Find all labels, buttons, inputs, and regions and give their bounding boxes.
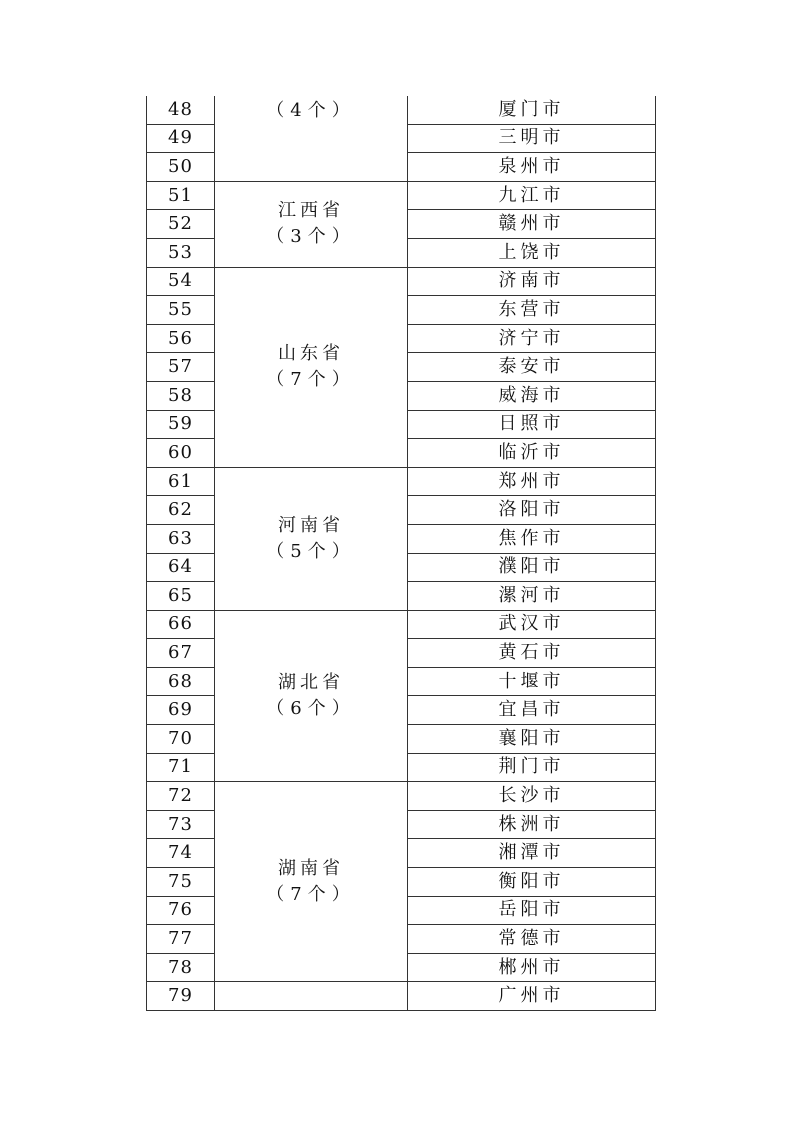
row-number-cell: 57: [147, 353, 215, 382]
row-number-cell: 50: [147, 153, 215, 182]
province-city-count: （4个）: [266, 100, 356, 121]
row-number-cell: 79: [147, 982, 215, 1011]
city-cell: 日照市: [408, 410, 656, 439]
city-cell: 郴州市: [408, 953, 656, 982]
city-cell: 临沂市: [408, 439, 656, 468]
city-cell: 三明市: [408, 124, 656, 153]
province-city-count: （7个）: [266, 369, 356, 391]
city-cell: 长沙市: [408, 782, 656, 811]
row-number-cell: 65: [147, 582, 215, 611]
row-number-cell: 68: [147, 667, 215, 696]
city-cell: 衡阳市: [408, 868, 656, 897]
table-body: [147, 96, 656, 1011]
row-number-cell: 59: [147, 410, 215, 439]
city-cell: 泉州市: [408, 153, 656, 182]
province-name: 河南省: [278, 514, 344, 536]
row-number-cell: 60: [147, 439, 215, 468]
province-city-count: （7个）: [266, 883, 356, 905]
city-cell: 济宁市: [408, 324, 656, 353]
row-number-cell: 74: [147, 839, 215, 868]
row-number-cell: 64: [147, 553, 215, 582]
city-cell: 十堰市: [408, 667, 656, 696]
table-row: [147, 181, 656, 210]
row-number-cell: 48: [147, 96, 215, 124]
province-city-count: （3个）: [266, 226, 356, 248]
city-cell: 漯河市: [408, 582, 656, 611]
row-number-cell: 54: [147, 267, 215, 296]
province-cell: [215, 982, 408, 1011]
city-cell: 黄石市: [408, 639, 656, 668]
city-cell: 宜昌市: [408, 696, 656, 725]
city-cell: 焦作市: [408, 524, 656, 553]
row-number-cell: 63: [147, 524, 215, 553]
city-cell: 郑州市: [408, 467, 656, 496]
province-city-count: （5个）: [266, 540, 356, 562]
province-cell: [215, 467, 408, 610]
province-cell: [215, 267, 408, 467]
province-cell: [215, 782, 408, 982]
row-number-cell: 70: [147, 725, 215, 754]
row-number-cell: 52: [147, 210, 215, 239]
city-cell: 湘潭市: [408, 839, 656, 868]
row-number-cell: 49: [147, 124, 215, 153]
city-cell: 泰安市: [408, 353, 656, 382]
city-cell: 济南市: [408, 267, 656, 296]
table-row: [147, 467, 656, 496]
row-number-cell: 76: [147, 896, 215, 925]
city-cell: 威海市: [408, 381, 656, 410]
city-cell: 株洲市: [408, 810, 656, 839]
row-number-cell: 78: [147, 953, 215, 982]
city-cell: 常德市: [408, 925, 656, 954]
province-name: 湖北省: [278, 671, 344, 693]
city-list-table: [146, 96, 656, 1011]
row-number-cell: 51: [147, 181, 215, 210]
row-number-cell: 75: [147, 868, 215, 897]
city-cell: 赣州市: [408, 210, 656, 239]
city-cell: 上饶市: [408, 238, 656, 267]
row-number-cell: 77: [147, 925, 215, 954]
city-cell: 广州市: [408, 982, 656, 1011]
row-number-cell: 69: [147, 696, 215, 725]
city-cell: 厦门市: [408, 96, 656, 124]
city-cell: 武汉市: [408, 610, 656, 639]
province-name: 江西省: [278, 200, 344, 222]
row-number-cell: 56: [147, 324, 215, 353]
province-name: 湖南省: [278, 857, 344, 879]
city-cell: 襄阳市: [408, 725, 656, 754]
row-number-cell: 66: [147, 610, 215, 639]
city-cell: 荆门市: [408, 753, 656, 782]
province-cell: [215, 181, 408, 267]
row-number-cell: 55: [147, 296, 215, 325]
table-row: [147, 982, 656, 1011]
row-number-cell: 67: [147, 639, 215, 668]
row-number-cell: 53: [147, 238, 215, 267]
row-number-cell: 62: [147, 496, 215, 525]
table-row: [147, 96, 656, 124]
province-name: 山东省: [278, 343, 344, 365]
row-number-cell: 61: [147, 467, 215, 496]
table-row: [147, 610, 656, 639]
table-row: [147, 267, 656, 296]
row-number-cell: 71: [147, 753, 215, 782]
row-number-cell: 73: [147, 810, 215, 839]
city-cell: 东营市: [408, 296, 656, 325]
table-row: [147, 782, 656, 811]
row-number-cell: 72: [147, 782, 215, 811]
row-number-cell: 58: [147, 381, 215, 410]
city-cell: 濮阳市: [408, 553, 656, 582]
city-cell: 九江市: [408, 181, 656, 210]
province-cell: [215, 96, 408, 181]
province-cell: [215, 610, 408, 782]
city-cell: 岳阳市: [408, 896, 656, 925]
city-cell: 洛阳市: [408, 496, 656, 525]
province-city-count: （6个）: [266, 697, 356, 719]
